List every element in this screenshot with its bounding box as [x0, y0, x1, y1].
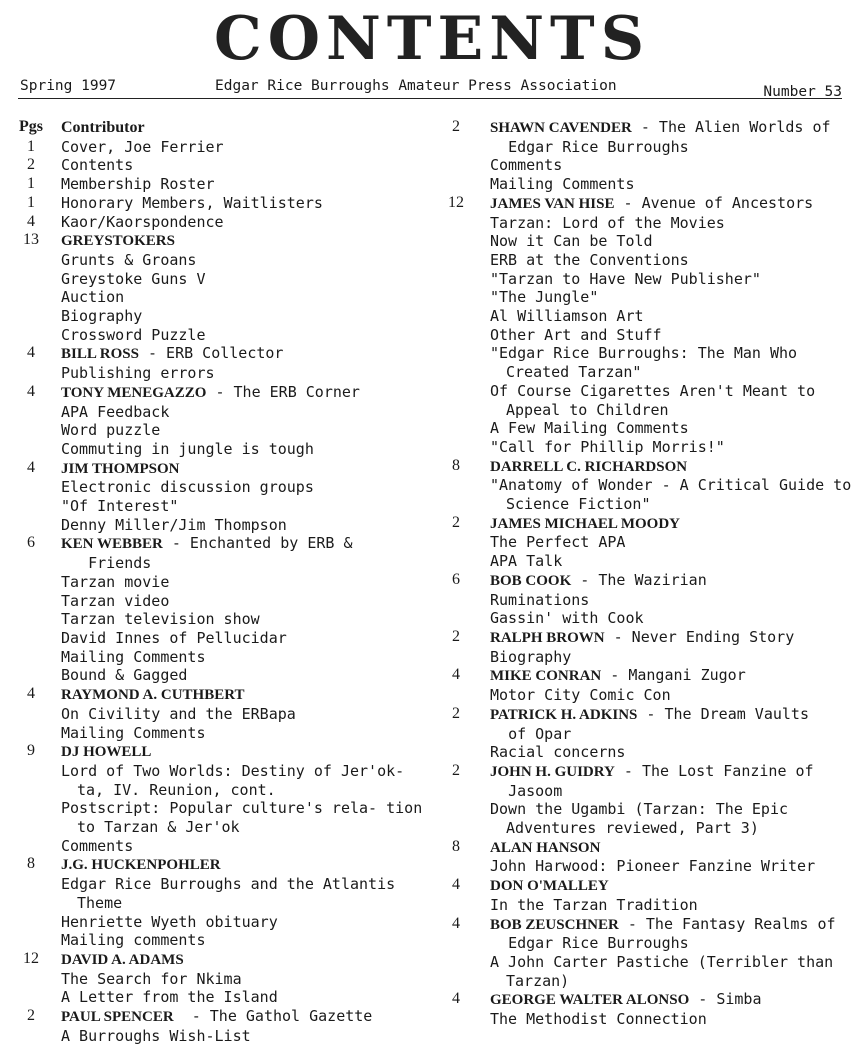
- contents-entry: [18, 950, 430, 1007]
- issue-date: Spring 1997: [20, 78, 117, 94]
- contributor-name: SHAWN CAVENDER: [490, 120, 632, 136]
- entry-heading: [61, 231, 430, 251]
- contents-entry: [445, 915, 855, 991]
- article-title: The Search for Nkima: [61, 969, 242, 988]
- contents-entry: [18, 138, 430, 157]
- article-title: Ruminations: [490, 590, 590, 609]
- issue-number: Number 53: [763, 84, 842, 100]
- entry-heading: [490, 514, 855, 534]
- entry-heading: [61, 685, 430, 705]
- entry-heading: [61, 138, 430, 157]
- entry-heading: [490, 628, 855, 648]
- contents-entry: [445, 876, 855, 914]
- contributor-name: PATRICK H. ADKINS: [490, 706, 638, 723]
- contents-entry: [18, 213, 430, 232]
- page-count: 12: [448, 193, 464, 211]
- article-title: In the Tarzan Tradition: [490, 895, 698, 914]
- contributor-name: JIM THOMPSON: [61, 460, 180, 477]
- contributor-name: JOHN H. GUIDRY: [490, 763, 615, 780]
- entry-heading: [61, 950, 430, 970]
- entry-title: Contents: [61, 156, 134, 175]
- contents-entry: [445, 628, 855, 666]
- contents-entry: [18, 1007, 430, 1045]
- article-title: On Civility and the ERBapa: [61, 704, 296, 723]
- article-title: Commuting in jungle is tough: [61, 439, 314, 458]
- article-title: Publishing errors: [61, 364, 215, 383]
- publication-name: Edgar Rice Burroughs Amateur Press Association: [215, 78, 617, 94]
- contributor-name: KEN WEBBER: [61, 536, 163, 553]
- entry-heading: [490, 666, 855, 686]
- contents-entry: [445, 194, 855, 457]
- article-title: Down the Ugambi (Tarzan: The Epic Adventures reviewed, Part 3): [490, 800, 798, 838]
- article-title: Mailing Comments: [490, 175, 635, 194]
- article-title: APA Feedback: [61, 402, 170, 421]
- article-title: "Of Interest": [61, 497, 179, 516]
- contents-entry: [18, 175, 430, 194]
- contributor-name: RALPH BROWN: [490, 629, 605, 646]
- entry-title: Membership Roster: [61, 175, 215, 194]
- entry-heading: [61, 213, 430, 232]
- entry-title: - ERB Collector: [138, 344, 284, 363]
- contributor-name: JAMES MICHAEL MOODY: [490, 515, 681, 532]
- contents-entry: [445, 762, 855, 838]
- page-count: 9: [27, 742, 35, 760]
- page-count: 2: [452, 761, 460, 779]
- contributor-name: J.G. HUCKENPOHLER: [61, 857, 221, 874]
- contents-left-column: [18, 118, 430, 1045]
- contributor-name: ALAN HANSON: [490, 839, 601, 856]
- article-title: ERB at the Conventions: [490, 250, 689, 269]
- article-title: Comments: [490, 156, 563, 175]
- article-title: A John Carter Pastiche (Terribler than Tarzan): [490, 952, 843, 990]
- contributor-name: DJ HOWELL: [61, 744, 152, 761]
- entry-heading: [61, 344, 430, 364]
- contributor-name: BILL ROSS: [61, 346, 139, 363]
- contents-entry: [445, 990, 855, 1028]
- page-count: 1: [27, 193, 35, 211]
- column-header: [18, 118, 430, 138]
- entry-title: - The Fantasy Realms of Edgar Rice Burroughs: [508, 914, 836, 953]
- contributor-name: TONY MENEGAZZO: [61, 384, 207, 401]
- article-title: Now it Can be Told: [490, 232, 653, 251]
- article-title: Racial concerns: [490, 743, 626, 762]
- page-count: 4: [452, 990, 460, 1008]
- page-count: 4: [452, 914, 460, 932]
- entry-heading: [61, 156, 430, 175]
- entry-heading: [490, 876, 855, 896]
- contributor-name: JAMES VAN HISE: [490, 195, 615, 212]
- entry-heading: [490, 915, 855, 953]
- entry-title: Honorary Members, Waitlisters: [61, 193, 323, 212]
- entry-heading: [490, 118, 855, 156]
- entry-heading: [490, 990, 855, 1010]
- entry-title: - Simba: [689, 990, 762, 1009]
- entry-title: - The Gathol Gazette: [173, 1007, 373, 1026]
- contributor-name: DON O'MALLEY: [490, 878, 609, 895]
- contributor-column-header: Contributor: [61, 119, 145, 136]
- page-count: 2: [452, 704, 460, 722]
- contents-entry: [445, 571, 855, 628]
- contents-entry: [18, 156, 430, 175]
- entry-title: - Never Ending Story: [604, 627, 795, 646]
- entry-heading: [61, 383, 430, 403]
- page-title: CONTENTS: [213, 4, 651, 74]
- article-title: Word puzzle: [61, 421, 161, 440]
- article-title: Crossword Puzzle: [61, 325, 206, 344]
- page-count: 6: [452, 570, 460, 588]
- page-count: 4: [27, 458, 35, 476]
- article-title: Lord of Two Worlds: Destiny of Jer'ok-ta, IV. Reunion, cont.: [61, 761, 405, 799]
- contents-entry: [18, 742, 430, 855]
- article-title: John Harwood: Pioneer Fanzine Writer: [490, 857, 816, 876]
- entry-heading: [61, 855, 430, 875]
- article-title: A Burroughs Wish-List: [61, 1026, 251, 1045]
- contents-entry: [18, 459, 430, 535]
- article-title: Tarzan television show: [61, 610, 260, 629]
- entry-title: - The ERB Corner: [206, 382, 360, 401]
- contributor-name: BOB ZEUSCHNER: [490, 916, 619, 933]
- article-title: Tarzan: Lord of the Movies: [490, 213, 725, 232]
- contents-right-column: [445, 118, 861, 1029]
- article-title: Biography: [490, 647, 572, 666]
- contents-entry: [445, 705, 855, 762]
- contributor-name: MIKE CONRAN: [490, 668, 602, 685]
- article-title: Electronic discussion groups: [61, 478, 314, 497]
- article-title: Mailing Comments: [61, 647, 206, 666]
- contributor-name: DARRELL C. RICHARDSON: [490, 458, 688, 475]
- article-title: A Few Mailing Comments: [490, 419, 689, 438]
- contents-entry: [18, 855, 430, 950]
- entry-heading: [490, 705, 855, 743]
- contributor-name: GREYSTOKERS: [61, 233, 175, 250]
- page-count: 8: [27, 855, 35, 873]
- article-title: Biography: [61, 307, 143, 326]
- article-title: Mailing comments: [61, 931, 206, 950]
- page-count: 1: [27, 175, 35, 193]
- article-title: Of Course Cigarettes Aren't Meant to Appeal to Children: [490, 381, 825, 419]
- contents-entry: [18, 685, 430, 742]
- page-count: 4: [452, 666, 460, 684]
- page-count: 4: [27, 212, 35, 230]
- entry-heading: [61, 194, 430, 213]
- page-count: 8: [452, 837, 460, 855]
- contents-entry: [18, 344, 430, 382]
- article-title: Tarzan video: [61, 591, 170, 610]
- page-count: 4: [27, 382, 35, 400]
- page-count: 6: [27, 534, 35, 552]
- entry-title: - The Lost Fanzine of Jasoom: [508, 761, 814, 800]
- page-count: 1: [27, 137, 35, 155]
- article-title: Henriette Wyeth obituary: [61, 912, 278, 931]
- page-count: 12: [23, 949, 39, 967]
- article-title: The Perfect APA: [490, 533, 626, 552]
- entry-title: - The Dream Vaults of Opar: [508, 704, 809, 743]
- contributor-name: DAVID A. ADAMS: [61, 951, 184, 968]
- article-title: A Letter from the Island: [61, 988, 278, 1007]
- article-title: The Methodist Connection: [490, 1010, 707, 1029]
- entry-heading: [490, 762, 855, 800]
- entry-heading: [61, 459, 430, 479]
- article-title: Greystoke Guns V: [61, 269, 206, 288]
- entry-title: Kaor/Kaorspondence: [61, 212, 224, 231]
- page-count: 2: [27, 1007, 35, 1025]
- contents-entry: [445, 838, 855, 876]
- article-title: APA Talk: [490, 552, 563, 571]
- entry-title: - Enchanted by ERB & Friends: [88, 534, 353, 573]
- entry-title: - The Alien Worlds of Edgar Rice Burroughs: [508, 118, 831, 156]
- article-title: Bound & Gagged: [61, 666, 188, 685]
- contents-entry: [18, 383, 430, 459]
- contents-entry: [18, 534, 430, 685]
- entry-title: - Mangani Zugor: [601, 666, 746, 685]
- article-title: Grunts & Groans: [61, 250, 197, 269]
- article-title: "Anatomy of Wonder - A Critical Guide to Science Fiction": [490, 476, 861, 514]
- entry-heading: [490, 457, 855, 477]
- entry-heading: [490, 838, 855, 858]
- page-count: 4: [27, 685, 35, 703]
- page-count: 2: [452, 118, 460, 135]
- contributor-name: GEORGE WALTER ALONSO: [490, 992, 690, 1009]
- entry-heading: [61, 534, 430, 572]
- article-title: Mailing Comments: [61, 723, 206, 742]
- masthead: [18, 78, 842, 99]
- article-title: Auction: [61, 288, 125, 307]
- page-count: 2: [27, 156, 35, 174]
- entry-title: - Avenue of Ancestors: [614, 193, 814, 212]
- contents-entry: [18, 194, 430, 213]
- page-count: 8: [452, 456, 460, 474]
- page-count: 4: [452, 876, 460, 894]
- page-count: 4: [27, 344, 35, 362]
- article-title: "Tarzan to Have New Publisher": [490, 269, 761, 288]
- article-title: Postscript: Popular culture's rela- tion to Tarzan & Jer'ok: [61, 799, 432, 837]
- contributor-name: BOB COOK: [490, 572, 572, 589]
- contributor-name: RAYMOND A. CUTHBERT: [61, 687, 245, 704]
- contents-entry: [445, 514, 855, 571]
- article-title: Edgar Rice Burroughs and the Atlantis Theme: [61, 875, 405, 912]
- article-title: Gassin' with Cook: [490, 609, 644, 628]
- page-count: 2: [452, 627, 460, 645]
- article-title: Other Art and Stuff: [490, 325, 662, 344]
- contents-entry: [445, 118, 855, 194]
- contents-entry: [445, 666, 855, 704]
- page-count: 13: [23, 231, 39, 249]
- article-title: Tarzan movie: [61, 572, 170, 591]
- contributor-name: PAUL SPENCER: [61, 1009, 174, 1026]
- page-count: 2: [452, 513, 460, 531]
- article-title: David Innes of Pellucidar: [61, 628, 287, 647]
- entry-title: Cover, Joe Ferrier: [61, 137, 224, 156]
- article-title: Comments: [61, 836, 134, 855]
- article-title: Denny Miller/Jim Thompson: [61, 515, 287, 534]
- entry-title: - The Wazirian: [571, 570, 707, 589]
- entry-heading: [490, 571, 855, 591]
- entry-heading: [61, 742, 430, 762]
- pages-column-header: Pgs: [19, 118, 43, 135]
- article-title: "Call for Phillip Morris!": [490, 437, 725, 456]
- article-title: Motor City Comic Con: [490, 686, 671, 705]
- entry-heading: [61, 1007, 430, 1027]
- contents-entry: [445, 456, 861, 514]
- article-title: "Edgar Rice Burroughs: The Man Who Created Tarzan": [490, 344, 807, 382]
- article-title: "The Jungle": [490, 288, 599, 307]
- entry-heading: [490, 194, 855, 214]
- entry-heading: [61, 175, 430, 194]
- contents-entry: [18, 231, 430, 344]
- article-title: Al Williamson Art: [490, 307, 644, 326]
